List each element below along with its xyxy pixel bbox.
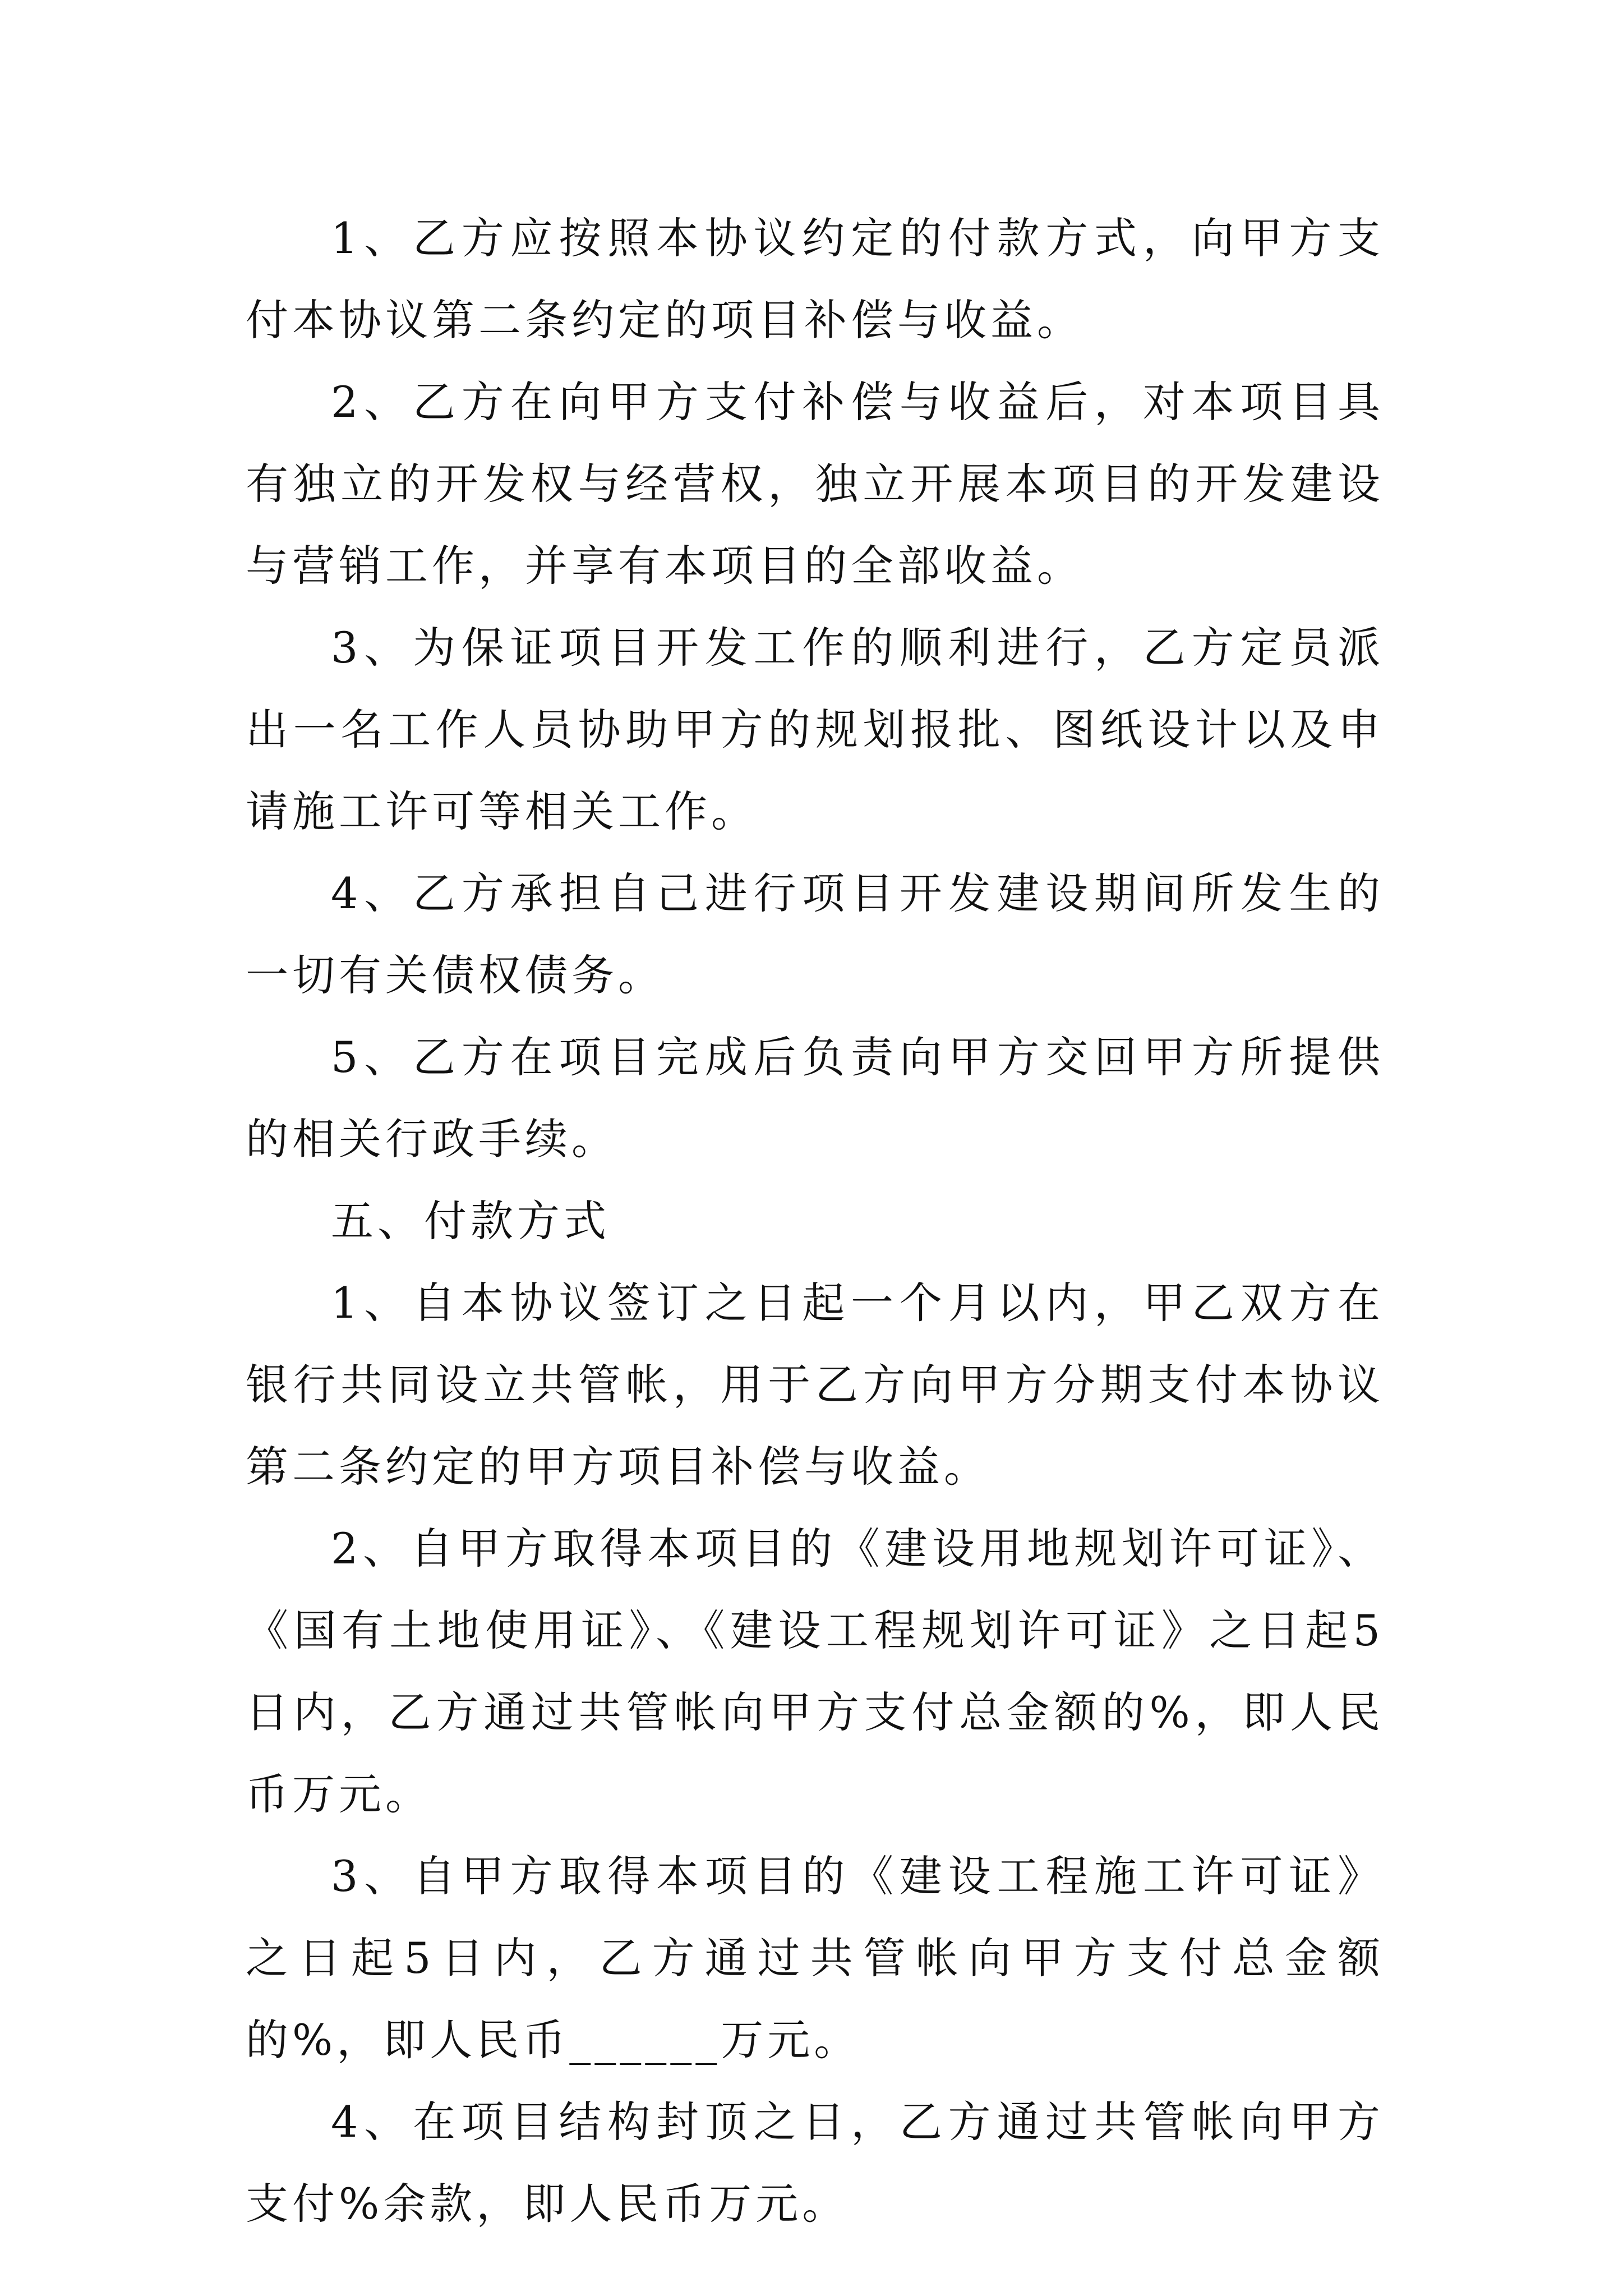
paragraph-5: 5、乙方在项目完成后负责向甲方交回甲方所提供的相关行政手续。 (246, 1032, 1384, 1164)
paragraph-7: 2、自甲方取得本项目的《建设用地规划许可证》、《国有土地使用证》、《建设工程规划许可证》之日起5日内，乙方通过共管帐向甲方支付总金额的%，即人民币万元。 (246, 1524, 1384, 1819)
paragraph-1: 1、乙方应按照本协议约定的付款方式，向甲方支付本协议第二条约定的项目补偿与收益。 (246, 213, 1384, 345)
paragraph-8: 3、自甲方取得本项目的《建设工程施工许可证》之日起5日内，乙方通过共管帐向甲方支付总金额的%，即人民币______万元。 (246, 1851, 1384, 2065)
paragraph-3: 3、为保证项目开发工作的顺利进行，乙方定员派出一名工作人员协助甲方的规划报批、图纸设计以及申请施工许可等相关工作。 (246, 623, 1384, 836)
paragraph-6: 1、自本协议签订之日起一个月以内，甲乙双方在银行共同设立共管帐，用于乙方向甲方分期支付本协议第二条约定的甲方项目补偿与收益。 (246, 1278, 1384, 1492)
paragraph-4: 4、乙方承担自己进行项目开发建设期间所发生的一切有关债权债务。 (246, 868, 1384, 1000)
paragraph-9: 4、在项目结构封顶之日，乙方通过共管帐向甲方支付%余款，即人民币万元。 (246, 2097, 1384, 2229)
section-heading-payment: 五、付款方式 (331, 1196, 610, 1246)
document-body (246, 197, 1384, 2245)
paragraph-2: 2、乙方在向甲方支付补偿与收益后，对本项目具有独立的开发权与经营权，独立开展本项目的开发建设与营销工作，并享有本项目的全部收益。 (246, 377, 1384, 591)
